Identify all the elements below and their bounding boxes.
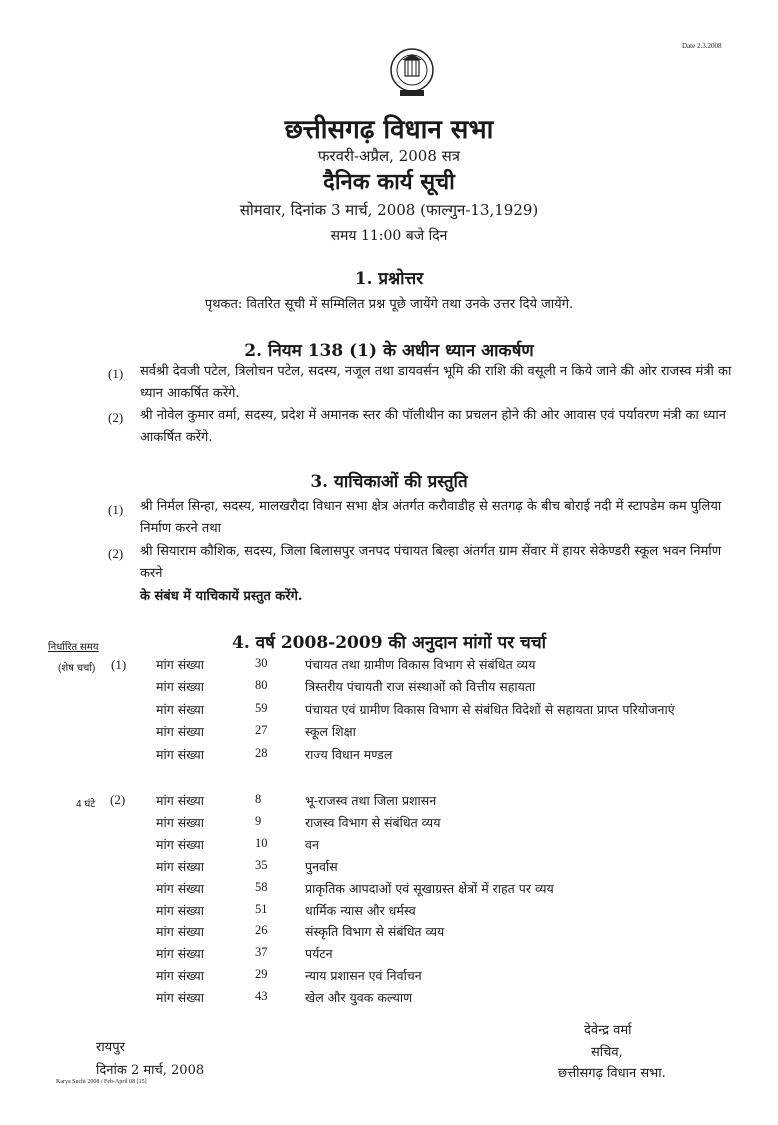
demand-number: 51 bbox=[255, 901, 268, 916]
group1-time: (शेष चर्चा) bbox=[58, 663, 96, 674]
demand-number: 59 bbox=[255, 700, 268, 715]
demand-number: 29 bbox=[255, 967, 268, 982]
section3-item2-text: श्री सियाराम कौशिक, सदस्य, जिला बिलासपुर जनपद पंचायत बिल्हा अंतर्गत ग्राम सेंवार में हायर सेकेण्डरी स्कूल भवन निर्माण करने bbox=[140, 544, 722, 581]
demand-label: मांग संख्या bbox=[156, 814, 204, 830]
demand-description: पुनर्वास bbox=[305, 858, 338, 874]
demand-number: 37 bbox=[255, 945, 268, 960]
demand-description: प्राकृतिक आपदाओं एवं सूखाग्रस्त क्षेत्रों में राहत पर व्यय bbox=[305, 880, 554, 896]
list-title: दैनिक कार्य सूची bbox=[323, 169, 455, 195]
demand-label: मांग संख्या bbox=[156, 746, 204, 762]
demand-description: खेल और युवक कल्याण bbox=[305, 990, 413, 1006]
section1-heading: 1. प्रश्नोत्तर bbox=[354, 269, 424, 289]
demand-label: मांग संख्या bbox=[156, 836, 204, 852]
demand-number: 43 bbox=[255, 989, 268, 1004]
session-line: फरवरी-अप्रैल, 2008 सत्र bbox=[317, 147, 461, 165]
signatory-organization: छत्तीसगढ़ विधान सभा. bbox=[558, 1066, 666, 1081]
section3-item1-text: श्री निर्मल सिन्हा, सदस्य, मालखरौदा विधान सभा क्षेत्र अंतर्गत करौवाडीह से सतगढ़ के बीच बोराई नदी में स्टापडेम कम पुलिया निर्माण करने तथा bbox=[140, 499, 722, 536]
demand-label: मांग संख्या bbox=[156, 793, 204, 808]
time-column-label: निर्धारित समय bbox=[48, 642, 99, 653]
signatory-name: देवेन्द्र वर्मा bbox=[584, 1023, 632, 1038]
footer-place: रायपुर bbox=[96, 1040, 125, 1055]
day-date-line: सोमवार, दिनांक 3 मार्च, 2008 (फाल्गुन-13,1929) bbox=[239, 201, 539, 219]
demand-description: संस्कृति विभाग से संबंधित व्यय bbox=[305, 924, 445, 940]
demand-number: 27 bbox=[255, 723, 268, 738]
demand-label: मांग संख्या bbox=[156, 924, 204, 940]
demand-description: राज्य विधान मण्डल bbox=[305, 746, 393, 762]
footer-date: दिनांक 2 मार्च, 2008 bbox=[96, 1063, 205, 1078]
demand-description: वन bbox=[305, 836, 319, 852]
demand-number: 30 bbox=[255, 656, 268, 670]
demand-number: 80 bbox=[255, 678, 268, 693]
section4-heading: 4. वर्ष 2008-2009 की अनुदान मांगों पर चर्चा bbox=[231, 633, 547, 653]
demand-label: मांग संख्या bbox=[156, 880, 204, 896]
demand-label: मांग संख्या bbox=[156, 657, 204, 672]
section3-heading: 3. याचिकाओं की प्रस्तुति bbox=[310, 472, 468, 492]
demand-description: त्रिस्तरीय पंचायती राज संस्थाओं को वित्तीय सहायता bbox=[305, 679, 536, 695]
demand-label: मांग संख्या bbox=[156, 724, 204, 740]
section2-item2-text: श्री नोवेल कुमार वर्मा, सदस्य, प्रदेश में अमानक स्तर की पॉलीथीन का प्रचलन होने की ओर आवास एवं पर्यावरण मंत्री का ध्यान आकर्षित करेंगे. bbox=[140, 408, 726, 445]
demand-description: पंचायत तथा ग्रामीण विकास विभाग से संबंधित व्यय bbox=[305, 657, 536, 672]
demand-label: मांग संख्या bbox=[156, 902, 204, 918]
demand-number: 28 bbox=[255, 745, 268, 760]
demand-description: न्याय प्रशासन एवं निर्वाचन bbox=[305, 968, 422, 984]
signatory-designation: सचिव, bbox=[591, 1045, 623, 1060]
demand-description: पंचायत एवं ग्रामीण विकास विभाग से संबंधित विदेशों से सहायता प्राप्त परियोजनाएं bbox=[305, 701, 675, 717]
demand-label: मांग संख्या bbox=[156, 968, 204, 984]
group1-num: (1) bbox=[111, 657, 127, 672]
demand-label: मांग संख्या bbox=[156, 990, 204, 1006]
demand-number: 10 bbox=[255, 835, 268, 850]
demand-label: मांग संख्या bbox=[156, 858, 204, 874]
date-stamp: Date 2.3.2008 bbox=[682, 42, 722, 50]
group2-num: (2) bbox=[110, 792, 126, 807]
demand-description: राजस्व विभाग से संबंधित व्यय bbox=[305, 814, 441, 830]
section1-text: पृथकत: वितरित सूची में सम्मिलित प्रश्न पूछे जायेंगे तथा उनके उत्तर दिये जायेंगे. bbox=[204, 297, 574, 312]
demand-label: मांग संख्या bbox=[156, 679, 204, 695]
demand-number: 58 bbox=[255, 879, 268, 894]
file-reference: Karya Suchi 2008 / Feb-April 08 [15] bbox=[56, 1079, 147, 1085]
section3-item2-num: (2) bbox=[108, 546, 124, 561]
demand-number: 8 bbox=[255, 792, 262, 806]
group2-time: 4 घंटे bbox=[76, 799, 96, 810]
demand-number: 26 bbox=[255, 923, 268, 938]
section2-heading: 2. नियम 138 (1) के अधीन ध्यान आकर्षण bbox=[244, 341, 534, 361]
section3-item1-num: (1) bbox=[108, 502, 124, 517]
assembly-emblem-icon bbox=[388, 46, 436, 98]
demand-description: भू-राजस्व तथा जिला प्रशासन bbox=[305, 793, 437, 808]
section2-item1-text: सर्वश्री देवजी पटेल, त्रिलोचन पटेल, सदस्य, नजूल तथा डायवर्सन भूमि की राशि की वसूली न किये जाने की ओर राजस्व मंत्री का ध्यान आकर्षित करेंगे. bbox=[140, 364, 732, 401]
assembly-name: छत्तीसगढ़ विधान सभा bbox=[284, 115, 494, 145]
section2-item2-num: (2) bbox=[108, 410, 124, 425]
demand-label: मांग संख्या bbox=[156, 701, 204, 717]
demand-number: 9 bbox=[255, 813, 262, 828]
time-line: समय 11:00 बजे दिन bbox=[330, 228, 448, 244]
section2-item1-num: (1) bbox=[108, 366, 124, 381]
demand-description: पर्यटन bbox=[305, 946, 333, 962]
demand-label: मांग संख्या bbox=[156, 946, 204, 962]
demand-description: धार्मिक न्यास और धर्मस्व bbox=[305, 902, 416, 918]
demand-number: 35 bbox=[255, 857, 268, 872]
section3-closing: के संबंध में याचिकायें प्रस्तुत करेंगे. bbox=[140, 589, 303, 604]
demand-description: स्कूल शिक्षा bbox=[305, 724, 356, 740]
